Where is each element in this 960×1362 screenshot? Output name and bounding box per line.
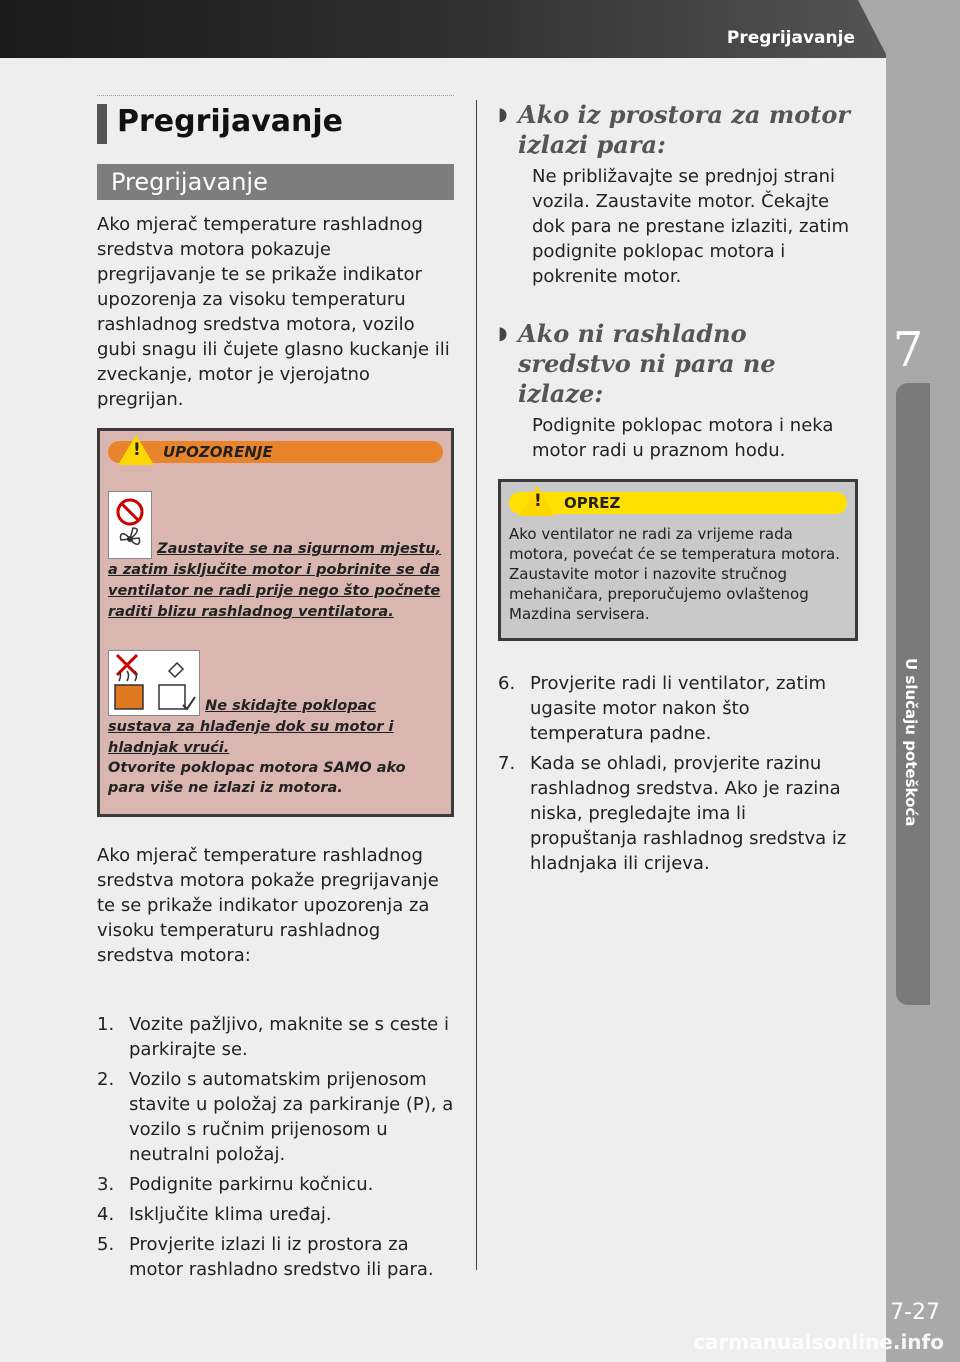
steps-list-left: [97, 1012, 454, 1282]
column-divider: [476, 100, 477, 1270]
right-column: [498, 100, 858, 876]
chevron-right-icon: ◗: [498, 104, 508, 125]
warning-item2-text: Ne skidajte poklopac sustava za hlađenje dok su motor i hladnjak vrući.: [108, 698, 394, 756]
steam-text: Ne približavajte se prednjoj strani vozila. Zaustavite motor. Čekajte dok para ne prestane izlaziti, zatim podignite poklopac motora i pokrenite motor.: [532, 166, 850, 287]
chapter-label: [902, 658, 920, 740]
steps-list-right: [498, 671, 858, 876]
caution-text: Ako ventilator ne radi za vrijeme rada motora, povećat će se temperatura motora. Zaustavite motor i nazovite stručnog mehaničara, preporučujemo ovlaštenog Mazdina servisera.: [509, 525, 841, 623]
warning-item1-text: Zaustavite se na sigurnom mjestu, a zatim isključite motor i pobrinite se da ventilator ne radi prije nego što počnete raditi blizu rashladnog ventilatora.: [108, 541, 442, 620]
caution-box: [498, 479, 858, 641]
subheading: Pregrijavanje: [97, 164, 454, 200]
watermark: carmanualsonline.info: [693, 1330, 944, 1354]
chevron-right-icon: ◗: [498, 323, 508, 344]
left-column: [97, 95, 454, 1282]
exclamation-icon: !: [133, 440, 141, 460]
fan-hand-prohibited-icon: [108, 491, 152, 559]
header-corner: [858, 0, 888, 58]
warning-label: UPOZORENJE: [163, 443, 273, 461]
warning-header: [108, 441, 443, 463]
page-number: 7-27: [890, 1300, 940, 1325]
no-steam-heading: ◗ Ako ni rashladno sredstvo ni para ne izlaze:: [498, 319, 776, 408]
warning-item-fan: [108, 491, 443, 622]
page-title: Pregrijavanje: [117, 104, 343, 139]
no-steam-text: Podignite poklopac motora i neka motor radi u praznom hodu.: [532, 415, 834, 461]
list-item: 3. Podignite parkirnu kočnicu.: [97, 1174, 374, 1195]
second-paragraph: Ako mjerač temperature rashladnog sredstva motora pokaže pregrijavanje te se prikaže indikator upozorenja za visoku temperaturu rashladnog sredstva motora:: [97, 845, 439, 966]
section-heading: [97, 95, 454, 152]
list-item: 6. Provjerite radi li ventilator, zatim ugasite motor nakon što temperatura padne.: [498, 673, 827, 744]
list-item: 7. Kada se ohladi, provjerite razinu rashladnog sredstva. Ako je razina niska, pregledajte ima li propuštanja rashladnog sredstva iz hladnjaka ili crijeva.: [498, 753, 847, 874]
exclamation-icon: !: [534, 491, 542, 511]
list-item: 1. Vozite pažljivo, maknite se s ceste i parkirajte se.: [97, 1014, 449, 1060]
heading-bar: [97, 104, 107, 144]
warning-item2b-text: Otvorite poklopac motora SAMO ako para više ne izlazi iz motora.: [108, 760, 406, 796]
warning-item-cap: [108, 650, 443, 798]
caution-header: [509, 492, 847, 514]
caution-label: OPREZ: [564, 494, 621, 512]
list-item: 5. Provjerite izlazi li iz prostora za motor rashladno sredstvo ili para.: [97, 1234, 434, 1280]
steam-heading: ◗ Ako iz prostora za motor izlazi para:: [498, 100, 850, 159]
intro-paragraph: Ako mjerač temperature rashladnog sredstva motora pokazuje pregrijavanje te se prikaže indikator upozorenja za visoku temperaturu rashladnog sredstva motora, vozilo gubi snagu ili čujete glasno kuckanje ili zveckanje, motor je vjerojatno pregrijan.: [97, 214, 450, 410]
radiator-cap-icon: [108, 650, 200, 716]
list-item: 4. Isključite klima uređaj.: [97, 1204, 332, 1225]
warning-box: [97, 428, 454, 817]
header-title: Pregrijavanje: [726, 28, 855, 48]
chapter-number: 7: [892, 322, 924, 378]
list-item: 2. Vozilo s automatskim prijenosom stavite u položaj za parkiranje (P), a vozilo s ručnim prijenosom u neutralni položaj.: [97, 1069, 454, 1165]
header-bar: [0, 0, 960, 58]
